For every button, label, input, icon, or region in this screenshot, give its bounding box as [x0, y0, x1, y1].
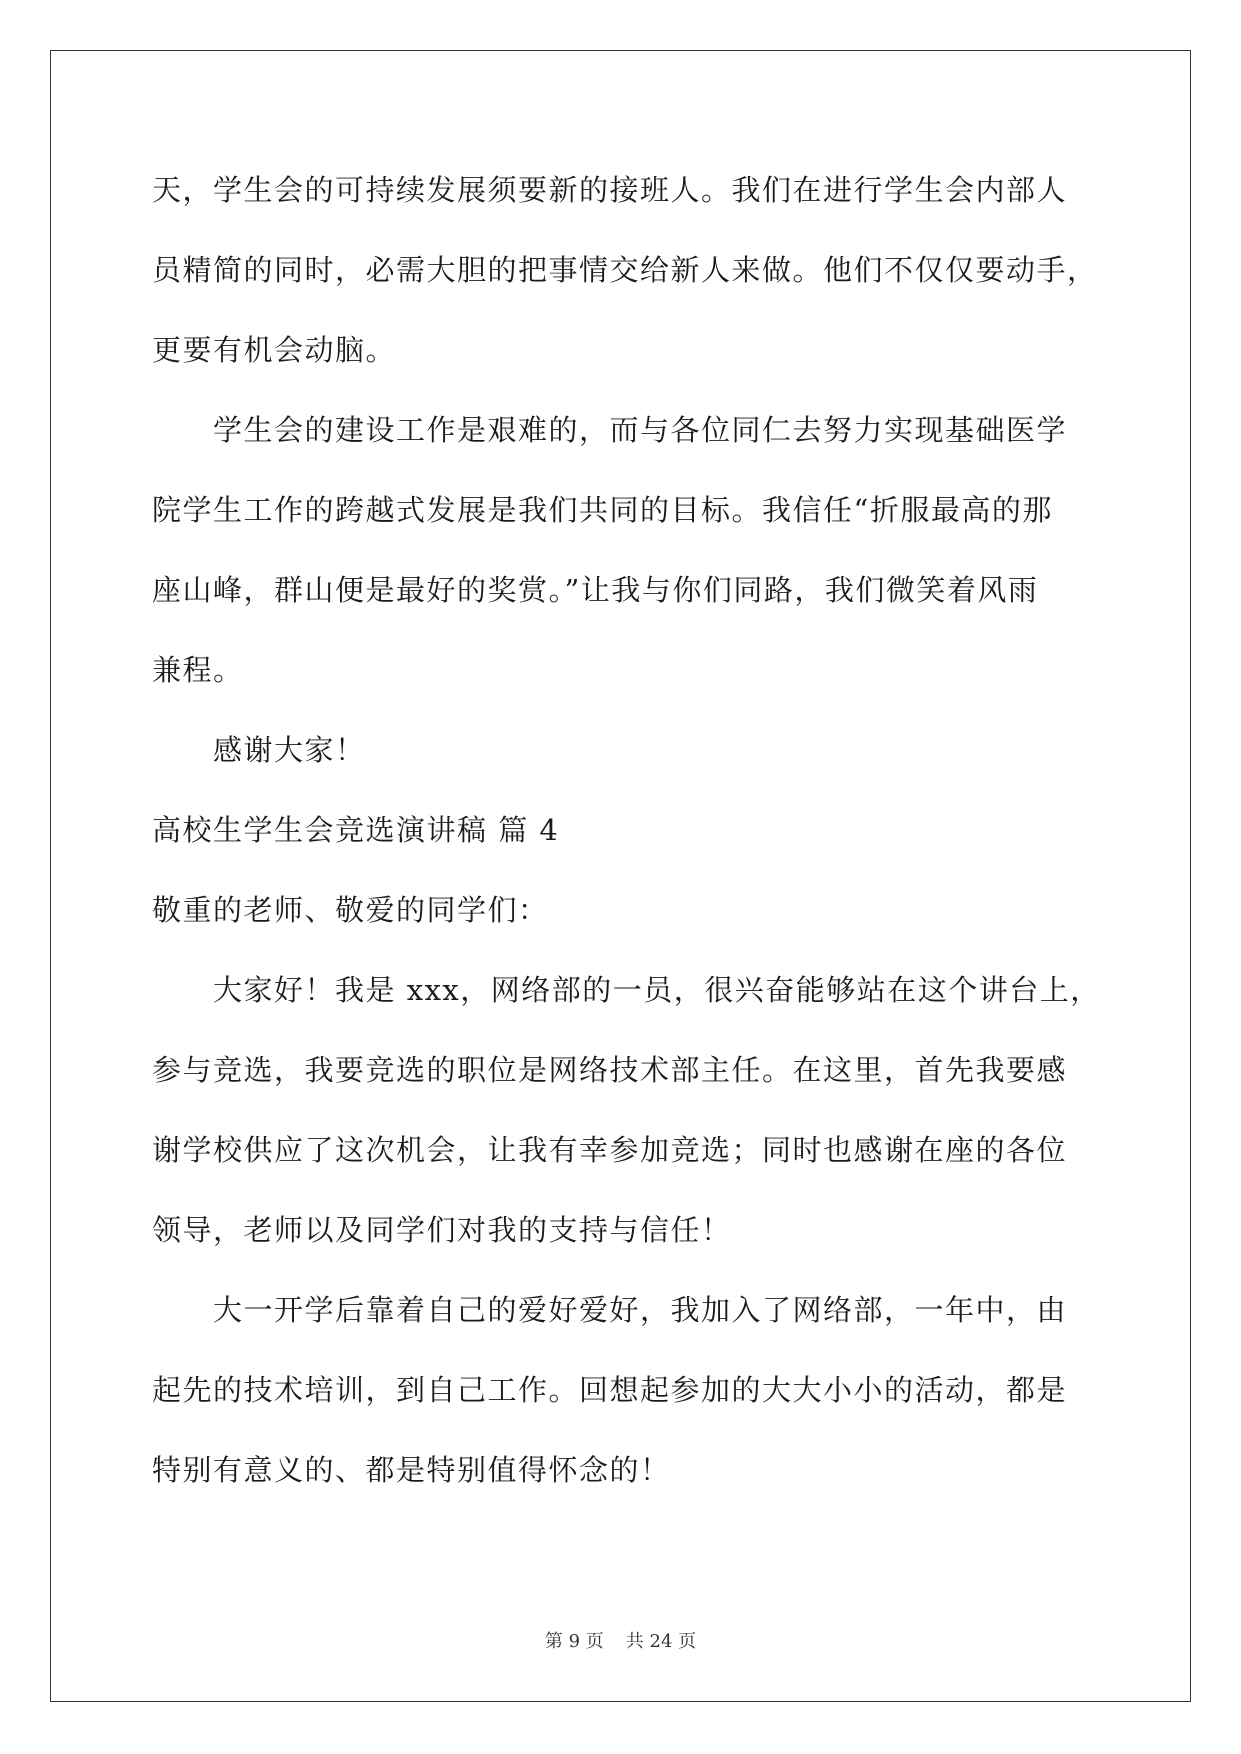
section-heading: 高校生学生会竞选演讲稿 篇 4: [152, 813, 560, 847]
text-line: 院学生工作的跨越式发展是我们共同的目标。我信任“折服最高的那: [152, 493, 1053, 527]
text-line: 座山峰，群山便是最好的奖赏。”让我与你们同路，我们微笑着风雨: [152, 573, 1039, 607]
page-total: 共 24 页: [625, 1631, 697, 1652]
text-line: 领导，老师以及同学们对我的支持与信任！: [152, 1213, 732, 1247]
text-line: 起先的技术培训，到自己工作。回想起参加的大大小小的活动，都是: [152, 1373, 1068, 1407]
text-line: 更要有机会动脑。: [152, 333, 397, 367]
text-line: 谢学校供应了这次机会，让我有幸参加竞选；同时也感谢在座的各位: [152, 1133, 1068, 1167]
text-line: 特别有意义的、都是特别值得怀念的！: [152, 1453, 671, 1487]
text-line: 天，学生会的可持续发展须要新的接班人。我们在进行学生会内部人: [152, 173, 1068, 207]
text-line: 参与竞选，我要竞选的职位是网络技术部主任。在这里，首先我要感: [152, 1053, 1068, 1087]
text-line: 兼程。: [152, 653, 244, 687]
text-line: 学生会的建设工作是艰难的，而与各位同仁去努力实现基础医学: [152, 413, 1068, 447]
text-line: 员精简的同时，必需大胆的把事情交给新人来做。他们不仅仅要动手，: [152, 253, 1098, 287]
text-line: 大一开学后靠着自己的爱好爱好，我加入了网络部，一年中，由: [152, 1293, 1068, 1327]
text-line: 大家好！我是 xxx，网络部的一员，很兴奋能够站在这个讲台上，: [152, 973, 1101, 1007]
page-number: 第 9 页: [544, 1631, 604, 1652]
text-line: 感谢大家！: [152, 733, 366, 767]
page-footer: [0, 1630, 1241, 1654]
salutation: 敬重的老师、敬爱的同学们：: [152, 893, 549, 927]
